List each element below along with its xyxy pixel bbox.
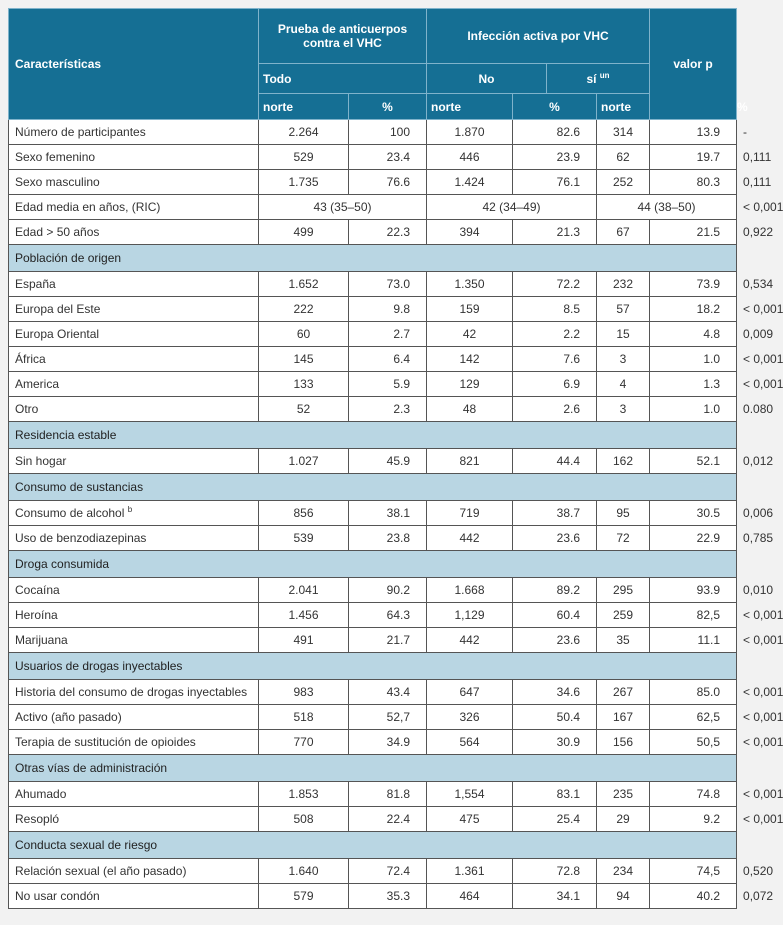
merged-value-cell: 43 (35–50) — [259, 195, 427, 220]
n-all-cell: 491 — [259, 628, 349, 653]
pct-all-cell: 22.3 — [349, 220, 427, 245]
n-no-cell: 1.424 — [427, 170, 513, 195]
row-label: España — [15, 277, 56, 291]
section-label: Población de origen — [9, 245, 737, 272]
row-label-cell — [9, 347, 259, 372]
section-row — [9, 422, 737, 449]
n-all-cell: 2.041 — [259, 578, 349, 603]
row-label-cell — [9, 120, 259, 145]
pct-no-cell: 21.3 — [513, 220, 597, 245]
hcv-characteristics-table-container — [8, 8, 783, 909]
section-row — [9, 474, 737, 501]
n-yes-cell: 94 — [597, 884, 650, 909]
n-yes-cell: 57 — [597, 297, 650, 322]
n-all-cell: 1.640 — [259, 859, 349, 884]
n-all-cell: 529 — [259, 145, 349, 170]
pct-no-cell: 23.6 — [513, 628, 597, 653]
row-label: No usar condón — [15, 889, 100, 903]
n-no-cell: 129 — [427, 372, 513, 397]
row-label-cell — [9, 272, 259, 297]
pct-yes-cell: 11.1 — [650, 628, 737, 653]
pct-yes-cell: 1.0 — [650, 347, 737, 372]
row-label-cell — [9, 603, 259, 628]
row-label: Otro — [15, 402, 39, 416]
table-row: Marijuana 491 21.7 442 23.6 35 11.1 < 0,001 — [9, 628, 737, 653]
section-label: Usuarios de drogas inyectables — [9, 653, 737, 680]
pct-yes-cell: 13.9 — [650, 120, 737, 145]
pct-all-cell: 23.4 — [349, 145, 427, 170]
n-yes-cell: 259 — [597, 603, 650, 628]
row-label: Historia del consumo de drogas inyectables — [15, 685, 248, 699]
header-all: Todo — [259, 64, 427, 94]
pct-yes-cell: 4.8 — [650, 322, 737, 347]
row-label: Edad > 50 años — [15, 225, 100, 239]
table-body — [9, 120, 783, 909]
table-row: Edad > 50 años 499 22.3 394 21.3 67 21.5 0,922 — [9, 220, 737, 245]
n-no-cell: 1,554 — [427, 782, 513, 807]
table-row: Resopló 508 22.4 475 25.4 29 9.2 < 0,001 — [9, 807, 737, 832]
row-label-cell — [9, 501, 259, 526]
n-no-cell: 142 — [427, 347, 513, 372]
pct-no-cell: 34.1 — [513, 884, 597, 909]
section-row — [9, 551, 737, 578]
table-row: Heroína 1.456 64.3 1,129 60.4 259 82,5 < 0,001 — [9, 603, 737, 628]
row-label-cell — [9, 145, 259, 170]
row-label: Heroína — [15, 608, 58, 622]
pct-all-cell: 52,7 — [349, 705, 427, 730]
pct-yes-cell: 1.3 — [650, 372, 737, 397]
pct-all-cell: 9.8 — [349, 297, 427, 322]
pct-no-cell: 2.2 — [513, 322, 597, 347]
pct-no-cell: 50.4 — [513, 705, 597, 730]
section-label: Droga consumida — [9, 551, 737, 578]
row-label: Europa del Este — [15, 302, 101, 316]
n-all-cell: 499 — [259, 220, 349, 245]
table-row: Consumo de alcohol $^b$ 856 38.1 719 38.7 95 30.5 0,006 — [9, 501, 737, 526]
table-row: No usar condón 579 35.3 464 34.1 94 40.2 0,072 — [9, 884, 737, 909]
section-row — [9, 755, 737, 782]
pct-no-cell: 2.6 — [513, 397, 597, 422]
pct-yes-cell: 40.2 — [650, 884, 737, 909]
n-no-cell: 821 — [427, 449, 513, 474]
row-label-cell — [9, 705, 259, 730]
section-label: Conducta sexual de riesgo — [9, 832, 737, 859]
pct-all-cell: 2.7 — [349, 322, 427, 347]
n-no-cell: 446 — [427, 145, 513, 170]
table-row: Europa Oriental 60 2.7 42 2.2 15 4.8 0,009 — [9, 322, 737, 347]
pct-yes-cell: 22.9 — [650, 526, 737, 551]
pct-all-cell: 43.4 — [349, 680, 427, 705]
pct-no-cell: 76.1 — [513, 170, 597, 195]
header-pct-all: % — [349, 94, 427, 120]
row-label-cell — [9, 170, 259, 195]
row-label-cell — [9, 526, 259, 551]
header-antibody-test: Prueba de anticuerpos contra el VHC — [259, 9, 427, 64]
row-label-cell — [9, 578, 259, 603]
n-yes-cell: 234 — [597, 859, 650, 884]
n-all-cell: 1.456 — [259, 603, 349, 628]
n-all-cell: 1.853 — [259, 782, 349, 807]
pct-yes-cell: 82,5 — [650, 603, 737, 628]
header-n-yes: norte — [597, 94, 650, 120]
n-all-cell: 770 — [259, 730, 349, 755]
pct-no-cell: 23.6 — [513, 526, 597, 551]
pct-no-cell: 72.8 — [513, 859, 597, 884]
n-all-cell: 856 — [259, 501, 349, 526]
row-label: Marijuana — [15, 633, 68, 647]
row-label-footnote: b — [127, 505, 133, 514]
pct-all-cell: 90.2 — [349, 578, 427, 603]
row-label-cell — [9, 782, 259, 807]
row-label: Uso de benzodiazepinas — [15, 531, 147, 545]
n-no-cell: 647 — [427, 680, 513, 705]
n-no-cell: 48 — [427, 397, 513, 422]
row-label-cell — [9, 322, 259, 347]
section-row — [9, 832, 737, 859]
row-label: Relación sexual (el año pasado) — [15, 864, 187, 878]
n-all-cell: 508 — [259, 807, 349, 832]
pct-all-cell: 34.9 — [349, 730, 427, 755]
table-row: Activo (año pasado) 518 52,7 326 50.4 167 62,5 < 0,001 — [9, 705, 737, 730]
n-no-cell: 1.668 — [427, 578, 513, 603]
row-label-cell — [9, 195, 259, 220]
table-row: Número de participantes 2.264 100 1.870 82.6 314 13.9 - — [9, 120, 737, 145]
row-label: Sin hogar — [15, 454, 67, 468]
table-row: Europa del Este 222 9.8 159 8.5 57 18.2 < 0,001 — [9, 297, 737, 322]
pct-all-cell: 38.1 — [349, 501, 427, 526]
table-row: España 1.652 73.0 1.350 72.2 232 73.9 0,534 — [9, 272, 737, 297]
pct-all-cell: 76.6 — [349, 170, 427, 195]
n-yes-cell: 314 — [597, 120, 650, 145]
pct-all-cell: 2.3 — [349, 397, 427, 422]
row-label-cell — [9, 884, 259, 909]
header-yes — [547, 64, 650, 94]
pct-all-cell: 73.0 — [349, 272, 427, 297]
pct-no-cell: 83.1 — [513, 782, 597, 807]
n-yes-cell: 29 — [597, 807, 650, 832]
table-row: Historia del consumo de drogas inyectables 983 43.4 647 34.6 267 85.0 < 0,001 — [9, 680, 737, 705]
pct-yes-cell: 74.8 — [650, 782, 737, 807]
n-no-cell: 1,129 — [427, 603, 513, 628]
row-label: Cocaína — [15, 583, 60, 597]
row-label: Sexo masculino — [15, 175, 100, 189]
pct-yes-cell: 50,5 — [650, 730, 737, 755]
n-all-cell: 539 — [259, 526, 349, 551]
row-label: Activo (año pasado) — [15, 710, 122, 724]
n-no-cell: 394 — [427, 220, 513, 245]
n-all-cell: 52 — [259, 397, 349, 422]
row-label: Europa Oriental — [15, 327, 100, 341]
table-row: Sexo masculino 1.735 76.6 1.424 76.1 252 80.3 0,111 — [9, 170, 737, 195]
n-all-cell: 983 — [259, 680, 349, 705]
row-label-cell — [9, 449, 259, 474]
n-all-cell: 2.264 — [259, 120, 349, 145]
header-characteristics: Características — [9, 9, 259, 120]
pct-yes-cell: 85.0 — [650, 680, 737, 705]
header-p-value: valor p — [650, 9, 737, 120]
row-label-cell — [9, 397, 259, 422]
header-yes-label: sí — [586, 71, 597, 86]
n-yes-cell: 15 — [597, 322, 650, 347]
row-label: África — [15, 352, 46, 366]
n-all-cell: 579 — [259, 884, 349, 909]
n-no-cell: 442 — [427, 628, 513, 653]
n-no-cell: 326 — [427, 705, 513, 730]
pct-no-cell: 44.4 — [513, 449, 597, 474]
row-label: Edad media en años, (RIC) — [15, 200, 161, 214]
row-label: Número de participantes — [15, 125, 146, 139]
pct-all-cell: 100 — [349, 120, 427, 145]
row-label: Ahumado — [15, 787, 67, 801]
table-row: Otro 52 2.3 48 2.6 3 1.0 0.080 — [9, 397, 737, 422]
table-row: África 145 6.4 142 7.6 3 1.0 < 0,001 — [9, 347, 737, 372]
pct-all-cell: 35.3 — [349, 884, 427, 909]
pct-yes-cell: 62,5 — [650, 705, 737, 730]
pct-no-cell: 25.4 — [513, 807, 597, 832]
n-yes-cell: 295 — [597, 578, 650, 603]
header-pct-no: % — [513, 94, 597, 120]
header-n-no: norte — [427, 94, 513, 120]
table-row: Cocaína 2.041 90.2 1.668 89.2 295 93.9 0,010 — [9, 578, 737, 603]
row-label-cell — [9, 730, 259, 755]
section-label: Residencia estable — [9, 422, 737, 449]
pct-yes-cell: 80.3 — [650, 170, 737, 195]
pct-no-cell: 89.2 — [513, 578, 597, 603]
section-label: Consumo de sustancias — [9, 474, 737, 501]
pct-all-cell: 6.4 — [349, 347, 427, 372]
table-row: America 133 5.9 129 6.9 4 1.3 < 0,001 — [9, 372, 737, 397]
section-label: Otras vías de administración — [9, 755, 737, 782]
table-header: Características Prueba de anticuerpos contra el VHC Infección activa por VHC valor p Todo No sí $^{un}$ norte % norte % norte % — [9, 9, 737, 120]
n-no-cell: 1.870 — [427, 120, 513, 145]
pct-yes-cell: 18.2 — [650, 297, 737, 322]
n-no-cell: 442 — [427, 526, 513, 551]
row-label: Sexo femenino — [15, 150, 96, 164]
n-yes-cell: 3 — [597, 347, 650, 372]
n-all-cell: 518 — [259, 705, 349, 730]
n-all-cell: 1.027 — [259, 449, 349, 474]
n-no-cell: 1.350 — [427, 272, 513, 297]
row-label-cell — [9, 807, 259, 832]
pct-yes-cell: 93.9 — [650, 578, 737, 603]
n-no-cell: 159 — [427, 297, 513, 322]
header-no: No — [427, 64, 547, 94]
row-label: Terapia de sustitución de opioides — [15, 735, 196, 749]
section-row — [9, 245, 737, 272]
pct-all-cell: 22.4 — [349, 807, 427, 832]
header-n-all: norte — [259, 94, 349, 120]
n-all-cell: 222 — [259, 297, 349, 322]
table-row: Relación sexual (el año pasado) 1.640 72.4 1.361 72.8 234 74,5 0,520 — [9, 859, 737, 884]
n-no-cell: 475 — [427, 807, 513, 832]
n-all-cell: 145 — [259, 347, 349, 372]
n-all-cell: 1.735 — [259, 170, 349, 195]
n-yes-cell: 252 — [597, 170, 650, 195]
n-yes-cell: 167 — [597, 705, 650, 730]
pct-yes-cell: 19.7 — [650, 145, 737, 170]
row-label-cell — [9, 220, 259, 245]
row-label-cell — [9, 297, 259, 322]
n-yes-cell: 3 — [597, 397, 650, 422]
pct-no-cell: 60.4 — [513, 603, 597, 628]
n-yes-cell: 35 — [597, 628, 650, 653]
row-label-cell — [9, 680, 259, 705]
pct-yes-cell: 1.0 — [650, 397, 737, 422]
n-yes-cell: 62 — [597, 145, 650, 170]
pct-no-cell: 38.7 — [513, 501, 597, 526]
merged-value-cell: 42 (34–49) — [427, 195, 597, 220]
header-yes-sup: un — [599, 70, 610, 80]
n-no-cell: 1.361 — [427, 859, 513, 884]
table-row: Sexo femenino 529 23.4 446 23.9 62 19.7 0,111 — [9, 145, 737, 170]
n-yes-cell: 162 — [597, 449, 650, 474]
pct-all-cell: 45.9 — [349, 449, 427, 474]
n-no-cell: 564 — [427, 730, 513, 755]
pct-no-cell: 7.6 — [513, 347, 597, 372]
header-active-infection: Infección activa por VHC — [427, 9, 650, 64]
n-yes-cell: 95 — [597, 501, 650, 526]
hcv-characteristics-table — [8, 8, 783, 909]
n-yes-cell: 232 — [597, 272, 650, 297]
pct-yes-cell: 21.5 — [650, 220, 737, 245]
n-no-cell: 719 — [427, 501, 513, 526]
pct-all-cell: 23.8 — [349, 526, 427, 551]
row-label: Consumo de alcohol — [15, 506, 125, 520]
table-row: Uso de benzodiazepinas 539 23.8 442 23.6 72 22.9 0,785 — [9, 526, 737, 551]
row-label-cell — [9, 859, 259, 884]
pct-no-cell: 34.6 — [513, 680, 597, 705]
n-yes-cell: 267 — [597, 680, 650, 705]
pct-yes-cell: 74,5 — [650, 859, 737, 884]
row-label-cell — [9, 628, 259, 653]
n-all-cell: 133 — [259, 372, 349, 397]
pct-all-cell: 64.3 — [349, 603, 427, 628]
pct-all-cell: 72.4 — [349, 859, 427, 884]
pct-all-cell: 21.7 — [349, 628, 427, 653]
pct-no-cell: 8.5 — [513, 297, 597, 322]
n-no-cell: 42 — [427, 322, 513, 347]
n-yes-cell: 4 — [597, 372, 650, 397]
pct-no-cell: 23.9 — [513, 145, 597, 170]
pct-yes-cell: 73.9 — [650, 272, 737, 297]
table-row: Terapia de sustitución de opioides 770 34.9 564 30.9 156 50,5 < 0,001 — [9, 730, 737, 755]
pct-no-cell: 6.9 — [513, 372, 597, 397]
n-yes-cell: 72 — [597, 526, 650, 551]
table-row: Sin hogar 1.027 45.9 821 44.4 162 52.1 0,012 — [9, 449, 737, 474]
pct-no-cell: 30.9 — [513, 730, 597, 755]
n-no-cell: 464 — [427, 884, 513, 909]
n-yes-cell: 156 — [597, 730, 650, 755]
n-yes-cell: 235 — [597, 782, 650, 807]
row-label: America — [15, 377, 60, 391]
pct-yes-cell: 9.2 — [650, 807, 737, 832]
n-all-cell: 1.652 — [259, 272, 349, 297]
section-row — [9, 653, 737, 680]
pct-all-cell: 5.9 — [349, 372, 427, 397]
pct-no-cell: 82.6 — [513, 120, 597, 145]
pct-yes-cell: 30.5 — [650, 501, 737, 526]
merged-value-cell: 44 (38–50) — [597, 195, 737, 220]
row-label: Resopló — [15, 812, 60, 826]
n-all-cell: 60 — [259, 322, 349, 347]
pct-yes-cell: 52.1 — [650, 449, 737, 474]
table-row: Ahumado 1.853 81.8 1,554 83.1 235 74.8 < 0,001 — [9, 782, 737, 807]
pct-no-cell: 72.2 — [513, 272, 597, 297]
n-yes-cell: 67 — [597, 220, 650, 245]
row-label-cell — [9, 372, 259, 397]
pct-all-cell: 81.8 — [349, 782, 427, 807]
table-row: Edad media en años, (RIC) 43 (35–50) 42 (34–49) 44 (38–50) < 0,001 — [9, 195, 737, 220]
